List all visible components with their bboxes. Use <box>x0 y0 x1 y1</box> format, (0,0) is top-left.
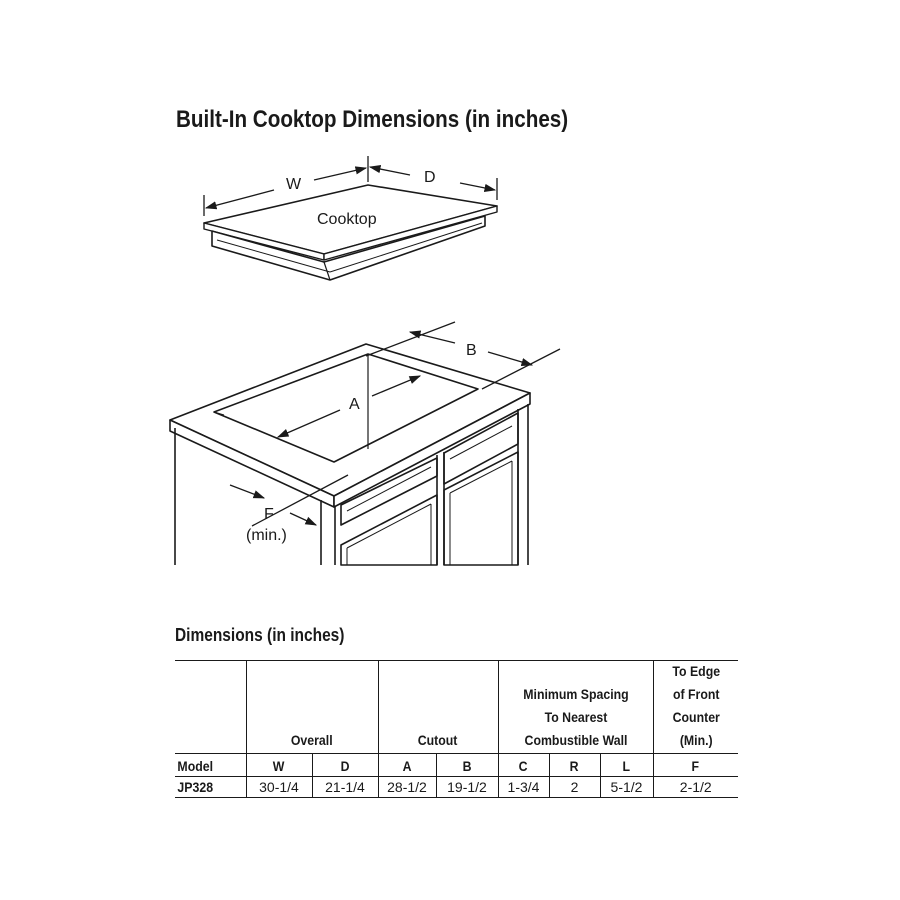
col-a: A <box>378 754 436 777</box>
header-cutout: Cutout <box>378 661 498 754</box>
cell-b: 19-1/2 <box>436 777 498 798</box>
label-f: F <box>264 506 274 523</box>
table-group-header-row <box>175 661 738 754</box>
label-d: D <box>424 169 436 186</box>
col-b: B <box>436 754 498 777</box>
col-model: Model <box>175 754 246 777</box>
col-w: W <box>246 754 312 777</box>
cell-c: 1-3/4 <box>498 777 549 798</box>
table-row <box>175 777 738 798</box>
cell-l: 5-1/2 <box>600 777 653 798</box>
col-r: R <box>549 754 600 777</box>
label-b: B <box>466 342 477 359</box>
cell-a: 28-1/2 <box>378 777 436 798</box>
cabinet-door-left <box>341 495 437 565</box>
label-w: W <box>286 176 302 193</box>
col-f: F <box>653 754 738 777</box>
col-d: D <box>312 754 378 777</box>
cell-model: JP328 <box>175 777 246 798</box>
col-l: L <box>600 754 653 777</box>
cooktop-label: Cooktop <box>317 211 377 228</box>
label-a: A <box>349 396 360 413</box>
table-column-header-row <box>175 754 738 777</box>
dimensions-table <box>175 660 738 798</box>
header-minimum-spacing: Minimum Spacing To Nearest Combustible Wall <box>498 661 653 754</box>
header-blank <box>175 661 246 754</box>
cabinet-illustration <box>170 344 530 565</box>
table-title: Dimensions (in inches) <box>175 625 345 645</box>
header-overall: Overall <box>246 661 378 754</box>
cell-d: 21-1/4 <box>312 777 378 798</box>
cabinet-door-right <box>444 452 518 565</box>
header-to-edge: To Edge of Front Counter (Min.) <box>653 661 738 754</box>
label-f-min: (min.) <box>246 527 287 544</box>
page-title: Built-In Cooktop Dimensions (in inches) <box>176 106 569 133</box>
cell-r: 2 <box>549 777 600 798</box>
col-c: C <box>498 754 549 777</box>
cell-w: 30-1/4 <box>246 777 312 798</box>
cell-f: 2-1/2 <box>653 777 738 798</box>
cooktop-illustration <box>204 185 497 280</box>
